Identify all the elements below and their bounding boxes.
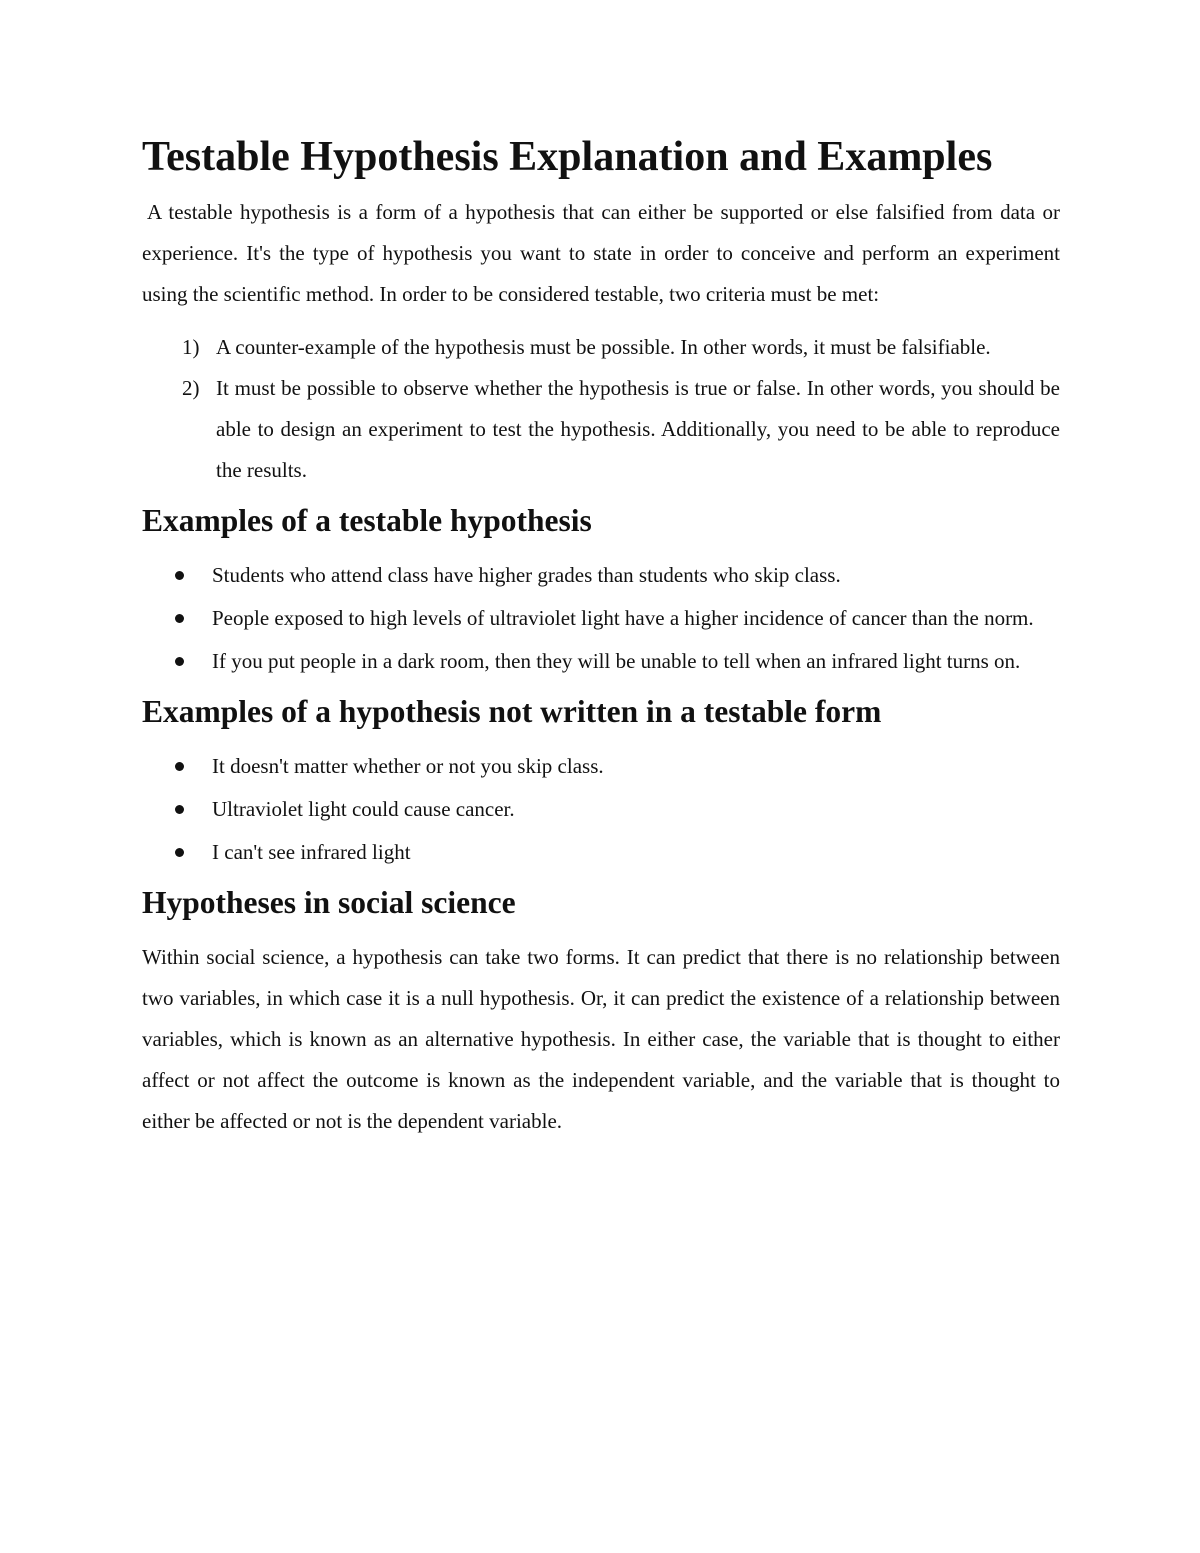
criteria-text: It must be possible to observe whether the hypothesis is true or false. In other words, you should be able to design an experiment to test the hypothesis. Additionally, you need to be able to reproduce the results. bbox=[216, 376, 1060, 482]
example-text: It doesn't matter whether or not you skip class. bbox=[212, 754, 604, 778]
bullet-icon bbox=[175, 657, 184, 666]
bullet-icon bbox=[175, 762, 184, 771]
document-title: Testable Hypothesis Explanation and Examples bbox=[142, 134, 993, 180]
not-testable-heading: Examples of a hypothesis not written in a testable form bbox=[142, 694, 882, 729]
example-text: I can't see infrared light bbox=[212, 840, 411, 864]
list-item bbox=[142, 555, 1060, 596]
bullet-icon bbox=[175, 614, 184, 623]
list-item bbox=[142, 641, 1060, 682]
criteria-item bbox=[142, 327, 1060, 368]
list-number: 2) bbox=[182, 376, 200, 400]
example-text: Students who attend class have higher grades than students who skip class. bbox=[212, 563, 841, 587]
bullet-icon bbox=[175, 571, 184, 580]
intro-paragraph: A testable hypothesis is a form of a hypothesis that can either be supported or else falsified from data or experience. It's the type of hypothesis you want to state in order to conceive and perform an experiment using the scientific method. In order to be considered testable, two criteria must be met: bbox=[142, 200, 1060, 306]
not-testable-examples-list bbox=[142, 746, 1060, 873]
testable-examples-list bbox=[142, 555, 1060, 682]
testable-heading: Examples of a testable hypothesis bbox=[142, 503, 592, 538]
bullet-icon bbox=[175, 805, 184, 814]
list-item bbox=[142, 746, 1060, 787]
list-item bbox=[142, 789, 1060, 830]
list-number: 1) bbox=[182, 335, 200, 359]
list-item bbox=[142, 598, 1060, 639]
criteria-text: A counter-example of the hypothesis must be possible. In other words, it must be falsifiable. bbox=[216, 335, 991, 359]
list-item bbox=[142, 832, 1060, 873]
social-science-paragraph: Within social science, a hypothesis can take two forms. It can predict that there is no relationship between two variables, in which case it is a null hypothesis. Or, it can predict the existence of a relationship between variables, which is known as an alternative hypothesis. In either case, the variable that is thought to either affect or not affect the outcome is known as the independent variable, and the variable that is thought to either be affected or not is the dependent variable. bbox=[142, 945, 1060, 1133]
example-text: If you put people in a dark room, then they will be unable to tell when an infrared light turns on. bbox=[212, 649, 1021, 673]
bullet-icon bbox=[175, 848, 184, 857]
criteria-item bbox=[142, 368, 1060, 491]
criteria-list bbox=[142, 327, 1060, 491]
example-text: People exposed to high levels of ultraviolet light have a higher incidence of cancer than the norm. bbox=[212, 606, 1034, 630]
example-text: Ultraviolet light could cause cancer. bbox=[212, 797, 515, 821]
document-page bbox=[142, 134, 1060, 1142]
social-science-heading: Hypotheses in social science bbox=[142, 885, 516, 920]
